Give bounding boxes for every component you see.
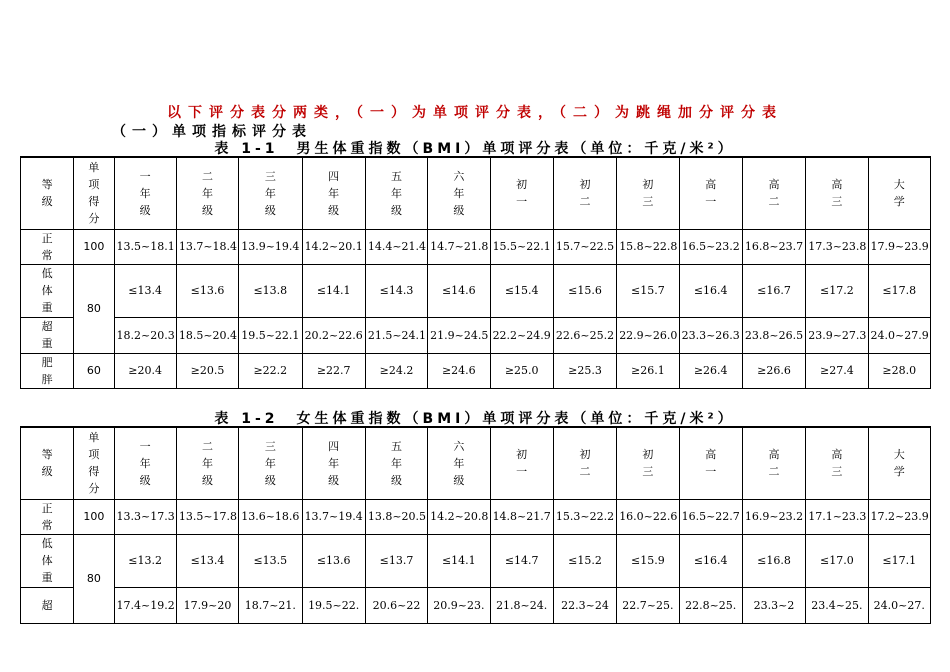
value-cell: ≥27.4: [806, 353, 868, 388]
header-cell: 初 一: [490, 157, 553, 229]
value-cell: 21.9~24.5: [428, 317, 490, 353]
score-cell: 60: [74, 353, 114, 388]
header-cell: 二 年 级: [176, 157, 238, 229]
header-cell: 高 二: [742, 427, 805, 499]
value-cell: ≤16.8: [742, 534, 805, 587]
header-cell: 三 年 级: [239, 427, 302, 499]
value-cell: 21.8~24.: [490, 587, 553, 623]
value-cell: ≤14.1: [428, 534, 490, 587]
header-cell: 四 年 级: [302, 157, 365, 229]
header-cell-grade: 等 级: [21, 157, 74, 229]
value-cell: 20.6~22: [365, 587, 427, 623]
value-cell: ≤14.7: [490, 534, 553, 587]
value-cell: 13.7~18.4: [176, 229, 238, 264]
value-cell: ≤13.4: [114, 264, 176, 317]
value-cell: 20.2~22.6: [302, 317, 365, 353]
value-cell: 24.0~27.: [868, 587, 930, 623]
value-cell: ≤13.5: [239, 534, 302, 587]
grade-cell: 低 体 重: [21, 264, 74, 317]
table-row: [21, 499, 931, 534]
value-cell: 17.2~23.9: [868, 499, 930, 534]
value-cell: 14.4~21.4: [365, 229, 427, 264]
value-cell: ≤15.6: [553, 264, 616, 317]
value-cell: ≤16.4: [679, 534, 742, 587]
header-cell: 高 三: [806, 427, 868, 499]
value-cell: 20.9~23.: [428, 587, 490, 623]
value-cell: 17.9~23.9: [868, 229, 930, 264]
value-cell: 16.5~22.7: [679, 499, 742, 534]
value-cell: ≥26.6: [742, 353, 805, 388]
value-cell: 14.2~20.8: [428, 499, 490, 534]
header-cell: 初 二: [553, 157, 616, 229]
value-cell: ≤17.2: [806, 264, 868, 317]
table-row: [21, 317, 931, 353]
header-cell: 五 年 级: [365, 157, 427, 229]
header-cell-score: 单 项 得 分: [74, 427, 114, 499]
header-cell: 一 年 级: [114, 157, 176, 229]
value-cell: ≥24.2: [365, 353, 427, 388]
value-cell: 19.5~22.1: [239, 317, 302, 353]
table-title-female: 表 1-2 女生体重指数（BMI）单项评分表（单位：千克/米²）: [214, 411, 736, 427]
header-cell: 高 三: [806, 157, 868, 229]
header-cell: 大 学: [868, 157, 930, 229]
header-cell: 六 年 级: [428, 157, 490, 229]
header-cell: 初 二: [553, 427, 616, 499]
table-title-male: 表 1-1 男生体重指数（BMI）单项评分表（单位：千克/米²）: [214, 141, 736, 157]
value-cell: ≥26.1: [617, 353, 679, 388]
score-cell: 80: [74, 264, 114, 353]
value-cell: 16.8~23.7: [742, 229, 805, 264]
header-cell: 大 学: [868, 427, 930, 499]
value-cell: 23.9~27.3: [806, 317, 868, 353]
value-cell: 17.3~23.8: [806, 229, 868, 264]
value-cell: 13.8~20.5: [365, 499, 427, 534]
value-cell: ≥24.6: [428, 353, 490, 388]
value-cell: 22.9~26.0: [617, 317, 679, 353]
grade-cell: 超 重: [21, 317, 74, 353]
value-cell: ≤16.4: [679, 264, 742, 317]
grade-cell: 超: [21, 587, 74, 623]
value-cell: 24.0~27.9: [868, 317, 930, 353]
value-cell: ≤13.6: [176, 264, 238, 317]
value-cell: ≤13.4: [176, 534, 238, 587]
value-cell: ≤13.7: [365, 534, 427, 587]
value-cell: 16.0~22.6: [617, 499, 679, 534]
value-cell: ≤17.8: [868, 264, 930, 317]
value-cell: ≤13.6: [302, 534, 365, 587]
table-row: [21, 229, 931, 264]
header-cell: 初 一: [490, 427, 553, 499]
value-cell: ≥20.5: [176, 353, 238, 388]
value-cell: 16.5~23.2: [679, 229, 742, 264]
value-cell: 14.8~21.7: [490, 499, 553, 534]
value-cell: ≥25.0: [490, 353, 553, 388]
value-cell: 23.3~2: [742, 587, 805, 623]
header-cell-grade: 等 级: [21, 427, 74, 499]
header-cell: 二 年 级: [176, 427, 238, 499]
value-cell: ≤15.2: [553, 534, 616, 587]
value-cell: ≤14.3: [365, 264, 427, 317]
table-header-row: [21, 157, 931, 229]
value-cell: 13.9~19.4: [239, 229, 302, 264]
value-cell: ≥22.7: [302, 353, 365, 388]
header-cell: 三 年 级: [239, 157, 302, 229]
value-cell: 18.7~21.: [239, 587, 302, 623]
intro-text: 以下评分表分两类，（一）为单项评分表，（二）为跳绳加分评分表: [167, 105, 783, 121]
value-cell: 22.2~24.9: [490, 317, 553, 353]
value-cell: 19.5~22.: [302, 587, 365, 623]
bmi-table-female: [20, 426, 931, 624]
value-cell: ≤17.1: [868, 534, 930, 587]
section-subtitle: （一）单项指标评分表: [112, 124, 312, 140]
header-cell: 六 年 级: [428, 427, 490, 499]
grade-cell: 正 常: [21, 499, 74, 534]
value-cell: 23.8~26.5: [742, 317, 805, 353]
value-cell: ≥28.0: [868, 353, 930, 388]
value-cell: ≤15.7: [617, 264, 679, 317]
header-cell: 初 三: [617, 157, 679, 229]
value-cell: 21.5~24.1: [365, 317, 427, 353]
grade-cell: 正 常: [21, 229, 74, 264]
value-cell: ≤13.2: [114, 534, 176, 587]
value-cell: 13.5~17.8: [176, 499, 238, 534]
value-cell: ≤16.7: [742, 264, 805, 317]
value-cell: ≤14.1: [302, 264, 365, 317]
value-cell: ≤13.8: [239, 264, 302, 317]
grade-cell: 肥 胖: [21, 353, 74, 388]
table-row: [21, 534, 931, 587]
value-cell: 18.2~20.3: [114, 317, 176, 353]
value-cell: 22.7~25.: [617, 587, 679, 623]
value-cell: ≥20.4: [114, 353, 176, 388]
value-cell: 15.5~22.1: [490, 229, 553, 264]
value-cell: 23.4~25.: [806, 587, 868, 623]
score-cell: 100: [74, 499, 114, 534]
value-cell: 23.3~26.3: [679, 317, 742, 353]
value-cell: 13.7~19.4: [302, 499, 365, 534]
value-cell: 13.6~18.6: [239, 499, 302, 534]
table-row: [21, 587, 931, 623]
value-cell: ≤15.4: [490, 264, 553, 317]
header-cell-score: 单 项 得 分: [74, 157, 114, 229]
header-cell: 高 一: [679, 157, 742, 229]
value-cell: 22.8~25.: [679, 587, 742, 623]
value-cell: ≤15.9: [617, 534, 679, 587]
value-cell: 22.6~25.2: [553, 317, 616, 353]
header-cell: 四 年 级: [302, 427, 365, 499]
value-cell: 17.4~19.2: [114, 587, 176, 623]
value-cell: 14.7~21.8: [428, 229, 490, 264]
value-cell: 13.3~17.3: [114, 499, 176, 534]
value-cell: 14.2~20.1: [302, 229, 365, 264]
header-cell: 高 一: [679, 427, 742, 499]
header-cell: 五 年 级: [365, 427, 427, 499]
grade-cell: 低 体 重: [21, 534, 74, 587]
value-cell: 17.9~20: [176, 587, 238, 623]
value-cell: 18.5~20.4: [176, 317, 238, 353]
score-cell: 100: [74, 229, 114, 264]
bmi-table-male: [20, 156, 931, 389]
header-cell: 初 三: [617, 427, 679, 499]
header-cell: 高 二: [742, 157, 805, 229]
table-row: [21, 353, 931, 388]
score-cell: 80: [74, 534, 114, 623]
table-header-row: [21, 427, 931, 499]
header-cell: 一 年 级: [114, 427, 176, 499]
value-cell: ≥22.2: [239, 353, 302, 388]
value-cell: 17.1~23.3: [806, 499, 868, 534]
value-cell: 16.9~23.2: [742, 499, 805, 534]
value-cell: 22.3~24: [553, 587, 616, 623]
value-cell: 15.3~22.2: [553, 499, 616, 534]
value-cell: ≤14.6: [428, 264, 490, 317]
value-cell: ≥26.4: [679, 353, 742, 388]
value-cell: ≥25.3: [553, 353, 616, 388]
value-cell: 13.5~18.1: [114, 229, 176, 264]
table-row: [21, 264, 931, 317]
value-cell: 15.8~22.8: [617, 229, 679, 264]
value-cell: 15.7~22.5: [553, 229, 616, 264]
value-cell: ≤17.0: [806, 534, 868, 587]
